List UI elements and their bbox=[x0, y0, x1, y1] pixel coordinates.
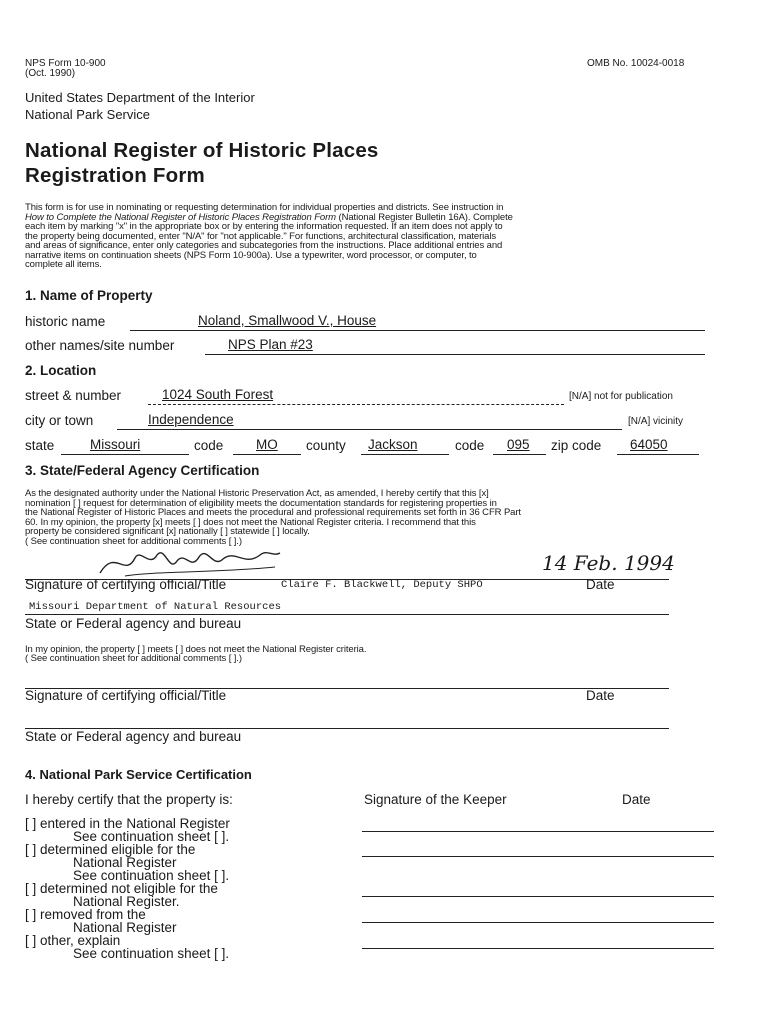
intro-line-7: complete all items. bbox=[25, 259, 102, 270]
opinion-line-1: In my opinion, the property [ ] meets [ ] does not meet the National Register criteria. bbox=[25, 644, 367, 655]
intro-line-4: the property being documented, enter "N/A" for "not applicable." For functions, architectural classification, materials bbox=[25, 230, 497, 242]
street-field[interactable]: 1024 South Forest bbox=[162, 387, 274, 402]
historic-name-label: historic name bbox=[25, 314, 106, 329]
county-line bbox=[361, 454, 449, 455]
intro-line-1: This form is for use in nominating or requesting determination for individual properties and districts. See instruction in bbox=[25, 202, 504, 213]
street-line bbox=[148, 404, 564, 405]
zip-field[interactable]: 64050 bbox=[630, 437, 668, 452]
option-other[interactable]: [ ] other, explain bbox=[25, 933, 121, 948]
county-field[interactable]: Jackson bbox=[368, 437, 418, 452]
cert-line-2: nomination [ ] request for determination of eligibility meets the documentation standards for registering properties in bbox=[25, 497, 497, 509]
option-eligible[interactable]: [ ] determined eligible for the bbox=[25, 842, 196, 857]
option-eligible-cont: National Register bbox=[73, 855, 177, 870]
other-names-line bbox=[205, 354, 705, 355]
certify-statement: I hereby certify that the property is: bbox=[25, 792, 233, 807]
agency-typed: Missouri Department of Natural Resources bbox=[29, 601, 282, 613]
keeper-line-1[interactable] bbox=[362, 831, 714, 832]
county-label: county bbox=[306, 438, 346, 453]
state-code-line bbox=[233, 454, 301, 455]
agency-line-1 bbox=[25, 614, 669, 615]
cert-line-3: the National Register of Historic Places and meets the procedural and professional requirements set forth in 36 CFR Part bbox=[25, 507, 521, 518]
keeper-label: Signature of the Keeper bbox=[364, 792, 507, 807]
historic-name-line bbox=[130, 330, 705, 331]
state-field[interactable]: Missouri bbox=[90, 437, 141, 452]
cert-line-1: As the designated authority under the National Historic Preservation Act, as amended, I hereby certify that this [x] bbox=[25, 488, 489, 499]
department: United States Department of the Interior bbox=[25, 90, 255, 105]
option-entered[interactable]: [ ] entered in the National Register bbox=[25, 816, 230, 831]
agency-label-2: State or Federal agency and bureau bbox=[25, 729, 242, 744]
signature-label-1: Signature of certifying official/Title bbox=[25, 577, 227, 592]
city-line bbox=[117, 429, 622, 430]
continuation-3[interactable]: See continuation sheet [ ]. bbox=[73, 946, 230, 961]
opinion-line-2: ( See continuation sheet for additional comments [ ].) bbox=[25, 653, 242, 664]
historic-name-field[interactable]: Noland, Smallwood V., House bbox=[198, 313, 377, 328]
state-code-field[interactable]: MO bbox=[256, 437, 278, 452]
option-removed-cont: National Register bbox=[73, 920, 177, 935]
omb-number: OMB No. 10024-0018 bbox=[587, 58, 685, 69]
keeper-date-label: Date bbox=[622, 792, 651, 807]
date-label-2: Date bbox=[586, 688, 615, 703]
cert-line-6: ( See continuation sheet for additional comments [ ].) bbox=[25, 535, 242, 547]
signature-label-2: Signature of certifying official/Title bbox=[25, 688, 227, 703]
keeper-line-4[interactable] bbox=[362, 922, 714, 923]
signature-date: 14 Feb. 1994 bbox=[542, 551, 675, 575]
county-code-field[interactable]: 095 bbox=[507, 437, 530, 452]
section-3-heading: 3. State/Federal Agency Certification bbox=[25, 463, 260, 478]
form-number: NPS Form 10-900 bbox=[25, 58, 106, 69]
agency-label-1: State or Federal agency and bureau bbox=[25, 616, 242, 631]
vicinity[interactable]: [N/A] vicinity bbox=[628, 416, 684, 427]
section-1-heading: 1. Name of Property bbox=[25, 288, 153, 303]
city-field[interactable]: Independence bbox=[148, 412, 234, 427]
date-label-1: Date bbox=[586, 577, 615, 592]
keeper-line-2[interactable] bbox=[362, 856, 714, 857]
cert-line-4: 60. In my opinion, the property [x] meets [ ] does not meet the National Register criteria. I recommend that this bbox=[25, 516, 476, 528]
section-4-heading: 4. National Park Service Certification bbox=[25, 767, 252, 782]
title-line-2: Registration Form bbox=[25, 164, 205, 187]
title-line-1: National Register of Historic Places bbox=[25, 139, 379, 162]
street-label: street & number bbox=[25, 388, 122, 403]
keeper-line-3[interactable] bbox=[362, 896, 714, 897]
other-names-field[interactable]: NPS Plan #23 bbox=[228, 337, 313, 352]
not-for-publication[interactable]: [N/A] not for publication bbox=[569, 391, 673, 402]
intro-line-5: and areas of significance, enter only categories and subcategories from the instructions. Place additional entries and bbox=[25, 240, 503, 251]
continuation-2[interactable]: See continuation sheet [ ]. bbox=[73, 868, 230, 883]
state-code-label: code bbox=[194, 438, 224, 453]
section-2-heading: 2. Location bbox=[25, 363, 97, 378]
option-not-eligible[interactable]: [ ] determined not eligible for the bbox=[25, 881, 218, 896]
state-line bbox=[61, 454, 189, 455]
county-code-label: code bbox=[455, 438, 485, 453]
cert-line-5: property be considered significant [x] nationally [ ] statewide [ ] locally. bbox=[25, 526, 310, 537]
service: National Park Service bbox=[25, 107, 150, 122]
intro-line-6: narrative items on continuation sheets (NPS Form 10-900a). Use a typewriter, word processor, or computer, to bbox=[25, 249, 477, 261]
option-not-eligible-cont: National Register. bbox=[73, 894, 180, 909]
keeper-line-5[interactable] bbox=[362, 948, 714, 949]
bulletin-ref: (National Register Bulletin 16A). Complete bbox=[338, 211, 513, 223]
zip-line bbox=[617, 454, 699, 455]
county-code-line bbox=[493, 454, 546, 455]
other-names-label: other names/site number bbox=[25, 338, 175, 353]
signer-typed: Claire F. Blackwell, Deputy SHPO bbox=[281, 579, 483, 591]
continuation-1[interactable]: See continuation sheet [ ]. bbox=[73, 829, 230, 844]
zip-label: zip code bbox=[551, 438, 602, 453]
option-removed[interactable]: [ ] removed from the bbox=[25, 907, 146, 922]
intro-line-3: each item by marking "x" in the appropriate box or by entering the information requested. If an item does not apply to bbox=[25, 221, 503, 232]
state-label: state bbox=[25, 438, 55, 453]
city-label: city or town bbox=[25, 413, 94, 428]
bulletin-title: How to Complete the National Register of Historic Places Registration Form bbox=[25, 211, 336, 223]
form-date: (Oct. 1990) bbox=[25, 68, 76, 79]
